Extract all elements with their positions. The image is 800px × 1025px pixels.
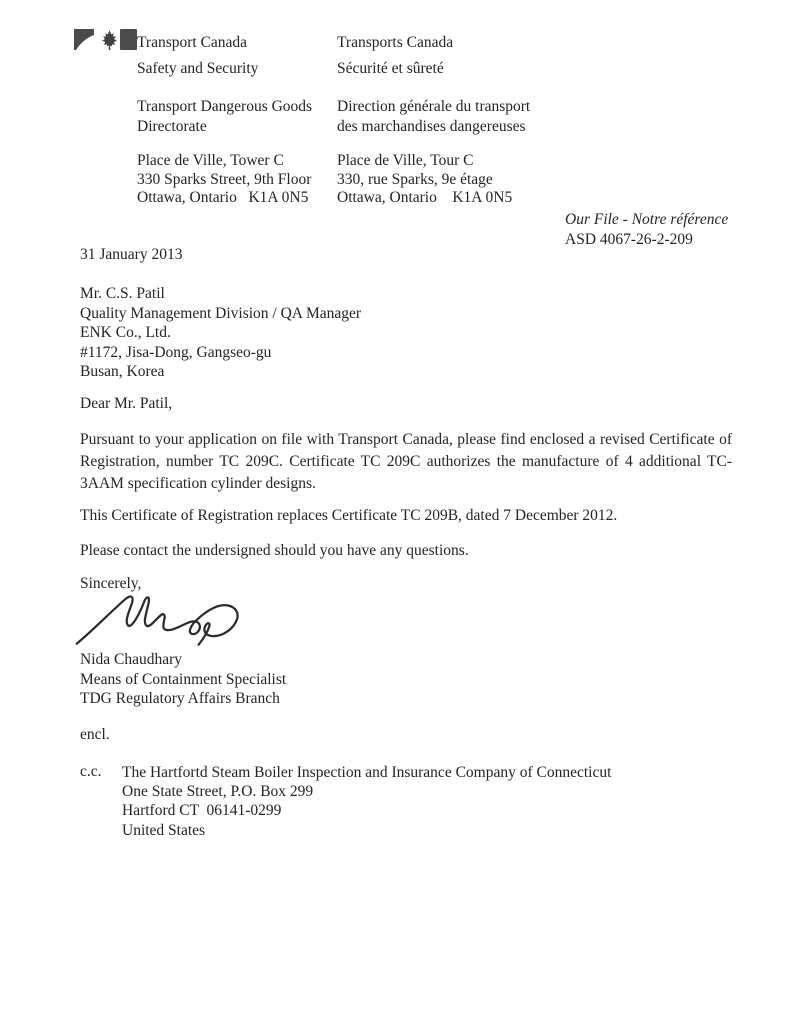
body-paragraph-1: Pursuant to your application on file with Transport Canada, please find enclosed a revised Certificate of Registration, number TC 209C. Certificate TC 209C authorizes the manufacture of 4 additional TC-3AAM specification cylinder designs. <box>80 431 732 492</box>
file-reference <box>565 210 728 249</box>
division-fr: Sécurité et sûreté <box>337 60 444 77</box>
directorate-fr-line2: des marchandises dangereuses <box>337 118 526 135</box>
directorate-fr-line1: Direction générale du transport <box>337 98 531 115</box>
cc-company: The Hartfortd Steam Boiler Inspection and Insurance Company of Connecticut <box>122 764 612 781</box>
signature-icon <box>70 588 246 650</box>
recipient-company: ENK Co., Ltd. <box>80 324 171 342</box>
letter-date: 31 January 2013 <box>80 246 183 263</box>
division-en: Safety and Security <box>137 60 259 77</box>
recipient-street: #1172, Jisa-Dong, Gangseo-gu <box>80 343 272 361</box>
office-address-fr-line1: Place de Ville, Tour C <box>337 152 474 169</box>
recipient-title: Quality Management Division / QA Manager <box>80 304 362 322</box>
office-address-fr-line2: 330, rue Sparks, 9e étage <box>337 170 493 188</box>
office-address-en <box>137 152 311 208</box>
org-name-en: Transport Canada <box>137 34 248 51</box>
office-address-fr-line3: Ottawa, Ontario K1A 0N5 <box>337 189 513 207</box>
closing: Sincerely, <box>80 575 142 592</box>
body-paragraph-3: Please contact the undersigned should you have any questions. <box>80 542 469 559</box>
recipient-address <box>80 284 361 382</box>
canada-flag-icon <box>74 29 138 52</box>
cc-city: Hartford CT 06141-0299 <box>122 802 282 820</box>
canada-flag-logo <box>74 29 138 52</box>
cc-country: United States <box>122 821 206 839</box>
signer-name: Nida Chaudhary <box>80 651 183 668</box>
cc-label: c.c. <box>80 763 102 780</box>
office-address-en-line1: Place de Ville, Tower C <box>137 152 284 169</box>
office-address-en-line2: 330 Sparks Street, 9th Floor <box>137 170 312 188</box>
org-name-fr: Transports Canada <box>337 34 454 51</box>
office-address-en-line3: Ottawa, Ontario K1A 0N5 <box>137 189 309 207</box>
signer-title: Means of Containment Specialist <box>80 670 287 688</box>
handwritten-signature <box>70 588 246 650</box>
directorate-en-line2: Directorate <box>137 118 207 135</box>
recipient-city: Busan, Korea <box>80 363 165 381</box>
signer-branch: TDG Regulatory Affairs Branch <box>80 690 280 708</box>
cc-recipient-block <box>122 763 611 840</box>
office-address-fr <box>337 152 512 208</box>
body-paragraph-2: This Certificate of Registration replaces Certificate TC 209B, dated 7 December 2012. <box>80 507 618 524</box>
file-reference-number: ASD 4067-26-2-209 <box>565 230 693 248</box>
cc-street: One State Street, P.O. Box 299 <box>122 783 314 801</box>
directorate-fr <box>337 97 530 137</box>
salutation: Dear Mr. Patil, <box>80 395 173 412</box>
recipient-name: Mr. C.S. Patil <box>80 285 165 302</box>
file-reference-label: Our File - Notre référence <box>565 211 729 228</box>
enclosure-note: encl. <box>80 726 110 743</box>
directorate-en <box>137 97 312 137</box>
signature-block <box>80 650 286 709</box>
directorate-en-line1: Transport Dangerous Goods <box>137 98 313 115</box>
